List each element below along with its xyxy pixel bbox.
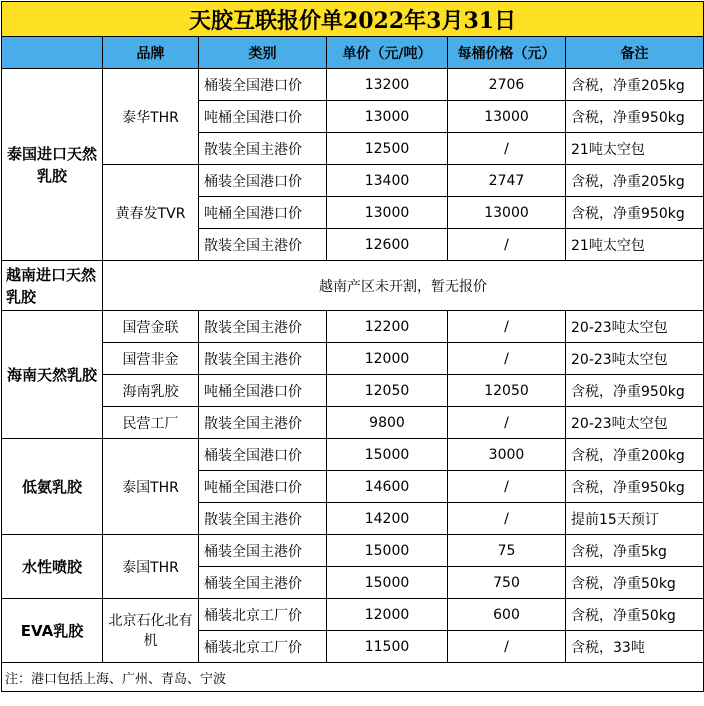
unit-price-cell: 14200 — [327, 503, 448, 535]
header-row — [2, 37, 704, 69]
unit-price-cell: 12050 — [327, 375, 448, 407]
type-cell: 桶装全国港口价 — [199, 439, 327, 471]
type-cell: 散装全国主港价 — [199, 343, 327, 375]
unit-price-cell: 15000 — [327, 535, 448, 567]
unit-price-cell: 13000 — [327, 197, 448, 229]
type-cell: 吨桶全国港口价 — [199, 197, 327, 229]
remark-cell: 含税，净重950kg — [566, 101, 704, 133]
table-row — [2, 535, 704, 567]
brand-cell: 泰华THR — [103, 69, 199, 165]
table-row — [2, 261, 704, 311]
brand-cell: 海南乳胶 — [103, 375, 199, 407]
unit-price-cell: 12000 — [327, 343, 448, 375]
remark-cell: 含税，33吨 — [566, 631, 704, 663]
brand-cell: 泰国THR — [103, 439, 199, 535]
brand-cell: 国营非金 — [103, 343, 199, 375]
barrel-price-cell: / — [448, 471, 566, 503]
remark-cell: 提前15天预订 — [566, 503, 704, 535]
brand-cell: 国营金联 — [103, 311, 199, 343]
unit-price-cell: 12600 — [327, 229, 448, 261]
type-cell: 吨桶全国港口价 — [199, 101, 327, 133]
unit-price-cell: 13400 — [327, 165, 448, 197]
barrel-price-cell: / — [448, 343, 566, 375]
type-cell: 桶装北京工厂价 — [199, 631, 327, 663]
barrel-price-cell: 12050 — [448, 375, 566, 407]
type-cell: 吨桶全国港口价 — [199, 375, 327, 407]
barrel-price-cell: / — [448, 631, 566, 663]
remark-cell: 含税，净重205kg — [566, 69, 704, 101]
remark-cell: 含税，净重50kg — [566, 567, 704, 599]
brand-cell: 泰国THR — [103, 535, 199, 599]
header-remarks: 备注 — [566, 37, 704, 69]
remark-cell: 21吨太空包 — [566, 133, 704, 165]
page-title: 天胶互联报价单2022年3月31日 — [2, 2, 704, 37]
category-thai: 泰国进口天然乳胶 — [2, 69, 103, 261]
barrel-price-cell: / — [448, 311, 566, 343]
header-corner — [2, 37, 103, 69]
unit-price-cell: 15000 — [327, 567, 448, 599]
remark-cell: 含税，净重205kg — [566, 165, 704, 197]
unit-price-cell: 13200 — [327, 69, 448, 101]
unit-price-cell: 13000 — [327, 101, 448, 133]
header-unit-price: 单价（元/吨） — [327, 37, 448, 69]
header-barrel-price: 每桶价格（元） — [448, 37, 566, 69]
brand-cell: 民营工厂 — [103, 407, 199, 439]
unit-price-cell: 11500 — [327, 631, 448, 663]
unit-price-cell: 12000 — [327, 599, 448, 631]
barrel-price-cell: / — [448, 133, 566, 165]
barrel-price-cell: / — [448, 229, 566, 261]
remark-cell: 含税，净重200kg — [566, 439, 704, 471]
remark-cell: 含税，净重950kg — [566, 471, 704, 503]
footnote: 注：港口包括上海、广州、青岛、宁波 — [2, 663, 704, 692]
unit-price-cell: 9800 — [327, 407, 448, 439]
category-low-ammonia: 低氨乳胶 — [2, 439, 103, 535]
unit-price-cell: 12200 — [327, 311, 448, 343]
category-eva: EVA乳胶 — [2, 599, 103, 663]
remark-cell: 20-23吨太空包 — [566, 407, 704, 439]
table-row — [2, 407, 704, 439]
remark-cell: 含税，净重950kg — [566, 197, 704, 229]
type-cell: 桶装全国主港价 — [199, 567, 327, 599]
barrel-price-cell: / — [448, 503, 566, 535]
category-hainan: 海南天然乳胶 — [2, 311, 103, 439]
table-row — [2, 343, 704, 375]
vietnam-message: 越南产区未开割，暂无报价 — [103, 261, 704, 311]
type-cell: 桶装全国主港价 — [199, 535, 327, 567]
unit-price-cell: 12500 — [327, 133, 448, 165]
table-row — [2, 375, 704, 407]
category-spray: 水性喷胶 — [2, 535, 103, 599]
type-cell: 桶装全国港口价 — [199, 69, 327, 101]
barrel-price-cell: 13000 — [448, 101, 566, 133]
barrel-price-cell: 3000 — [448, 439, 566, 471]
barrel-price-cell: 600 — [448, 599, 566, 631]
barrel-price-cell: 75 — [448, 535, 566, 567]
remark-cell: 含税，净重50kg — [566, 599, 704, 631]
barrel-price-cell: / — [448, 407, 566, 439]
table-row — [2, 69, 704, 101]
remark-cell: 含税，净重950kg — [566, 375, 704, 407]
category-vietnam: 越南进口天然乳胶 — [2, 261, 103, 311]
barrel-price-cell: 2706 — [448, 69, 566, 101]
brand-cell: 黄春发TVR — [103, 165, 199, 261]
table-row — [2, 165, 704, 197]
remark-cell: 21吨太空包 — [566, 229, 704, 261]
type-cell: 散装全国主港价 — [199, 229, 327, 261]
type-cell: 散装全国主港价 — [199, 503, 327, 535]
table-row — [2, 599, 704, 631]
type-cell: 桶装北京工厂价 — [199, 599, 327, 631]
header-brand: 品牌 — [103, 37, 199, 69]
type-cell: 散装全国主港价 — [199, 311, 327, 343]
unit-price-cell: 15000 — [327, 439, 448, 471]
type-cell: 散装全国主港价 — [199, 407, 327, 439]
table-row — [2, 311, 704, 343]
header-type: 类别 — [199, 37, 327, 69]
remark-cell: 20-23吨太空包 — [566, 311, 704, 343]
table-row — [2, 439, 704, 471]
unit-price-cell: 14600 — [327, 471, 448, 503]
barrel-price-cell: 2747 — [448, 165, 566, 197]
barrel-price-cell: 13000 — [448, 197, 566, 229]
remark-cell: 20-23吨太空包 — [566, 343, 704, 375]
barrel-price-cell: 750 — [448, 567, 566, 599]
brand-cell: 北京石化北有机 — [103, 599, 199, 663]
type-cell: 桶装全国港口价 — [199, 165, 327, 197]
price-table — [1, 1, 704, 692]
remark-cell: 含税，净重5kg — [566, 535, 704, 567]
type-cell: 吨桶全国港口价 — [199, 471, 327, 503]
type-cell: 散装全国主港价 — [199, 133, 327, 165]
